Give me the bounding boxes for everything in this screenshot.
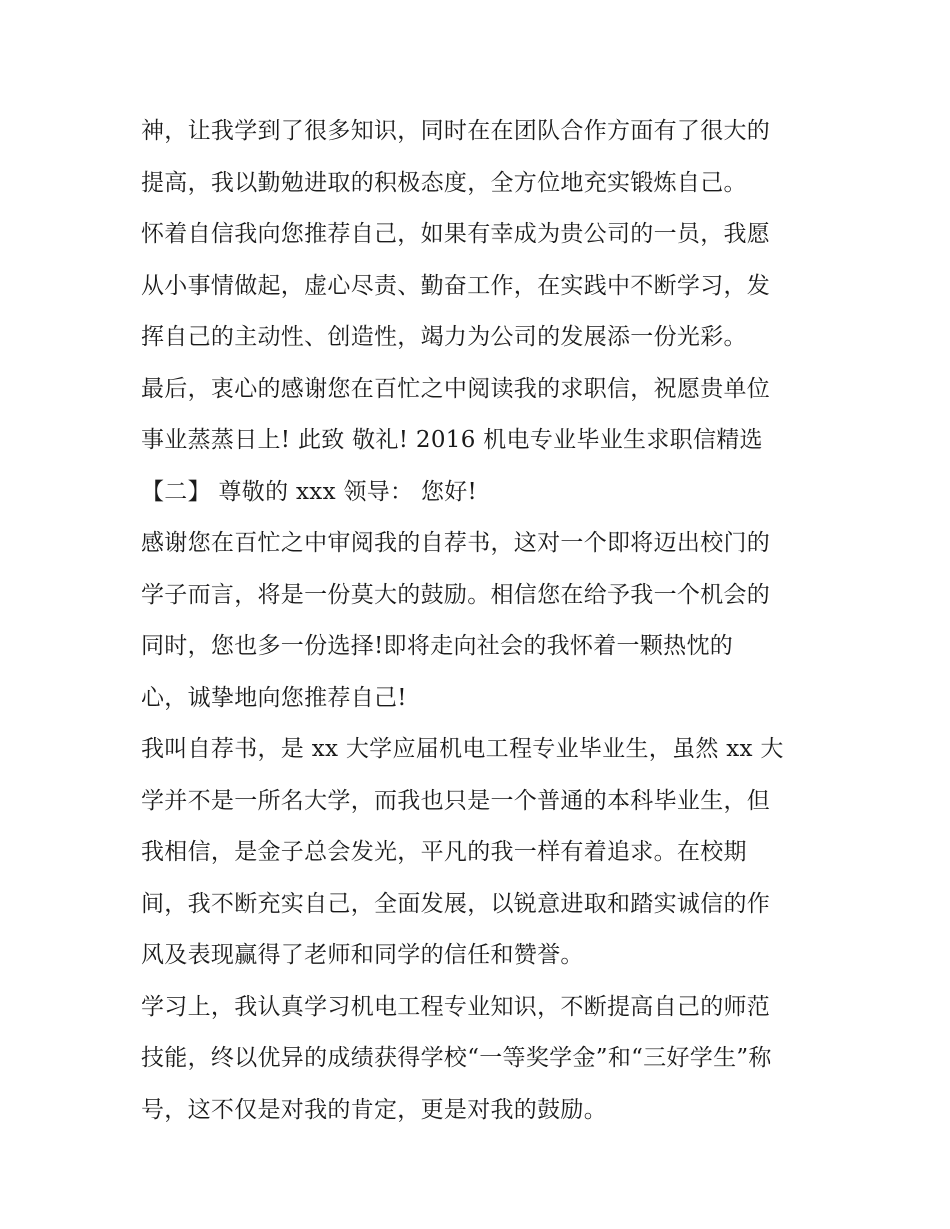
text-line: 号，这不仅是对我的肯定，更是对我的鼓励。 [141, 1096, 607, 1123]
text-line: 技能，终以优异的成绩获得学校“一等奖学金”和“三好学生”称 [141, 1045, 772, 1071]
text-line: 神，让我学到了很多知识，同时在在团队合作方面有了很大的 [141, 118, 771, 144]
text-line: 最后，衷心的感谢您在百忙之中阅读我的求职信，祝愿贵单位 [141, 375, 771, 402]
text-line: 心，诚挚地向您推荐自己! [141, 684, 407, 711]
text-line: 学子而言，将是一份莫大的鼓励。相信您在给予我一个机会的 [141, 581, 771, 608]
text-line: 事业蒸蒸日上! 此致 敬礼! 2016 机电专业毕业生求职信精选 [141, 427, 763, 453]
text-line: 感谢您在百忙之中审阅我的自荐书，这对一个即将迈出校门的 [141, 530, 771, 556]
document-body [141, 106, 821, 1136]
text-line: 我相信，是金子总会发光，平凡的我一样有着追求。在校期 [141, 839, 747, 865]
text-line: 学并不是一所名大学，而我也只是一个普通的本科毕业生，但 [141, 787, 771, 814]
text-line: 学习上，我认真学习机电工程专业知识，不断提高自己的师范 [141, 993, 771, 1020]
text-line: 同时，您也多一份选择!即将走向社会的我怀着一颗热忱的 [141, 633, 734, 659]
text-line: 间，我不断充实自己，全面发展，以锐意进取和踏实诚信的作 [141, 890, 771, 917]
text-line: 挥自己的主动性、创造性，竭力为公司的发展添一份光彩。 [141, 324, 747, 350]
text-line: 风及表现赢得了老师和同学的信任和赞誉。 [141, 942, 584, 968]
section-heading: 【二】 尊敬的 xxx 领导： 您好! [141, 478, 478, 505]
text-line: 我叫自荐书，是 xx 大学应届机电工程专业毕业生，虽然 xx 大 [141, 736, 784, 762]
text-line: 怀着自信我向您推荐自己，如果有幸成为贵公司的一员，我愿 [141, 221, 771, 247]
text-line: 提高，我以勤勉进取的积极态度，全方位地充实锻炼自己。 [141, 169, 747, 196]
text-line: 从小事情做起，虚心尽责、勤奋工作，在实践中不断学习，发 [141, 272, 771, 299]
